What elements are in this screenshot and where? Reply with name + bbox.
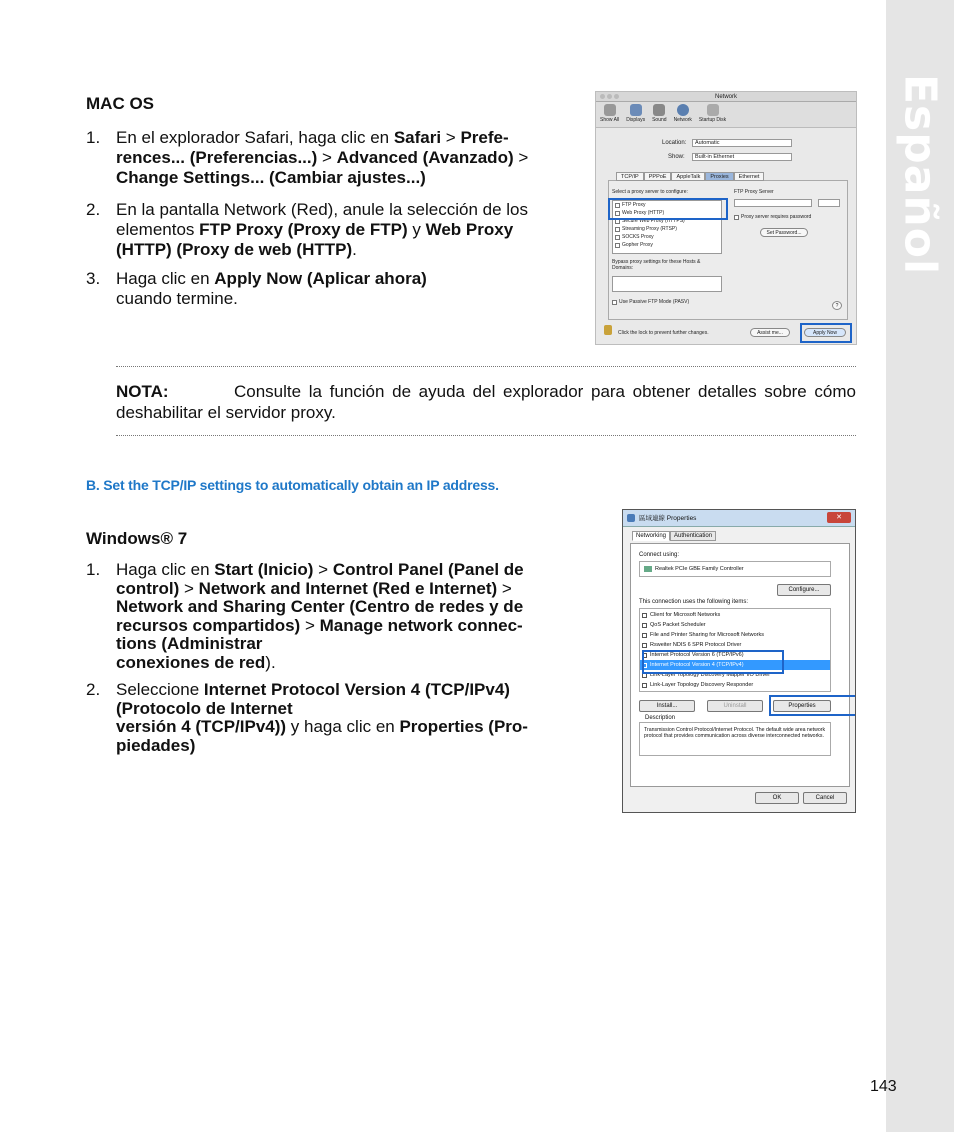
proxy-label: Gopher Proxy xyxy=(622,242,653,248)
install-button[interactable]: Install... xyxy=(639,700,695,712)
item-label: Link-Layer Topology Discovery Mapper I/O Driver xyxy=(650,672,771,678)
tab-authentication[interactable]: Authentication xyxy=(670,531,716,541)
step-bold: Manage network connec- xyxy=(319,615,523,635)
step-text: > xyxy=(313,560,333,579)
highlight-ftp-web-proxy xyxy=(608,198,728,220)
proxy-label: FTP Proxy xyxy=(622,202,646,208)
highlight-apply-now xyxy=(800,323,852,343)
toolbar-label: Show All xyxy=(600,117,620,123)
bypass-label: Bypass proxy settings for these Hosts & Domains: xyxy=(612,259,701,271)
proxy-item-socks[interactable] xyxy=(613,233,721,241)
proxy-label: Streaming Proxy (RTSP) xyxy=(622,226,677,232)
step-bold: conexiones de red xyxy=(116,652,266,672)
step-bold: rences... (Preferencias...) xyxy=(116,148,318,167)
step-bold: tions (Administrar xyxy=(116,634,263,654)
highlight-properties xyxy=(769,695,856,716)
toolbar-show-all[interactable] xyxy=(600,104,619,125)
adapter-box xyxy=(639,561,831,577)
step-bold: Change Settings... (Cambiar ajustes...) xyxy=(116,168,426,187)
uninstall-button[interactable]: Uninstall xyxy=(707,700,763,712)
note-block xyxy=(116,381,856,423)
step-number: 1. xyxy=(86,560,101,579)
step-text: > xyxy=(497,578,512,598)
lock-icon[interactable] xyxy=(604,325,612,335)
items-label: This connection uses the following items: xyxy=(639,599,749,605)
description-box xyxy=(639,722,831,756)
checkbox[interactable] xyxy=(642,683,647,688)
highlight-ipv4-items xyxy=(642,650,784,674)
item-label: Link-Layer Topology Discovery Responder xyxy=(650,682,754,688)
lock-text: Click the lock to prevent further changes. xyxy=(618,330,709,336)
list-item[interactable] xyxy=(640,610,830,620)
step-text: > xyxy=(513,148,529,167)
step-text: Haga clic en xyxy=(116,560,215,579)
step-bold: Control Panel (Panel de xyxy=(332,560,524,579)
tab-pppoe[interactable]: PPPoE xyxy=(644,172,672,181)
set-password-button[interactable]: Set Password... xyxy=(760,228,808,237)
step-number: 2. xyxy=(86,200,101,219)
proxy-label: Secure Web Proxy (HTTPS) xyxy=(622,218,685,224)
checkbox[interactable] xyxy=(734,215,739,220)
step-bold: Web Proxy xyxy=(425,220,514,239)
step-text: ). xyxy=(265,652,276,672)
location-label: Location: xyxy=(662,140,687,146)
mac-network-screenshot xyxy=(595,91,857,345)
close-icon[interactable]: ✕ xyxy=(827,512,851,523)
description-text: Transmission Control Protocol/Internet Protocol. The default wide area network protocol that provides communication across diverse interconnected networks. xyxy=(644,727,826,739)
show-select[interactable]: Built-in Ethernet xyxy=(692,153,792,161)
mac-step-3 xyxy=(86,269,586,311)
step-number: 3. xyxy=(86,269,101,288)
tab-networking[interactable]: Networking xyxy=(632,531,670,541)
adapter-name: Realtek PCIe GBE Family Controller xyxy=(655,566,744,572)
tab-appletalk[interactable]: AppleTalk xyxy=(671,172,705,181)
toolbar-label: Sound xyxy=(652,117,667,123)
toolbar-sound[interactable] xyxy=(652,104,666,125)
checkbox[interactable] xyxy=(615,227,620,232)
step-text: En la pantalla Network (Red), anule la selección de los xyxy=(116,200,529,219)
step-text: > xyxy=(441,128,461,147)
toolbar-displays[interactable] xyxy=(626,104,645,125)
note-label: NOTA: xyxy=(116,382,169,401)
win-tab-bar xyxy=(632,531,716,541)
mac-titlebar xyxy=(596,92,856,102)
select-proxy-label: Select a proxy server to configure: xyxy=(612,189,688,195)
list-item[interactable] xyxy=(640,630,830,640)
step-text: > xyxy=(317,148,337,167)
step-bold: Safari xyxy=(393,128,442,147)
tab-ethernet[interactable]: Ethernet xyxy=(734,172,765,181)
item-label: Internet Protocol Version 6 (TCP/IPv6) xyxy=(650,652,744,658)
checkbox[interactable] xyxy=(642,633,647,638)
item-label: QoS Packet Scheduler xyxy=(650,622,706,628)
step-bold: Network and Internet (Red e Internet) xyxy=(198,578,498,598)
step-text: En el explorador Safari, haga clic en xyxy=(116,128,394,147)
checkbox[interactable] xyxy=(615,243,620,248)
checkbox[interactable] xyxy=(642,643,647,648)
step-bold: Advanced (Avanzado) xyxy=(336,148,514,167)
step-text: > xyxy=(300,615,320,635)
mac-heading: MAC OS xyxy=(86,94,154,113)
section-b-heading: B. Set the TCP/IP settings to automatically obtain an IP address. xyxy=(86,477,499,493)
step-bold: (HTTP) (Proxy de web (HTTP) xyxy=(116,240,353,259)
mac-step-2 xyxy=(86,200,586,262)
item-label: File and Printer Sharing for Microsoft Networks xyxy=(650,632,765,638)
speaker-icon xyxy=(653,104,665,116)
windows-step-2 xyxy=(86,681,586,761)
step-bold: recursos compartidos) xyxy=(116,615,301,635)
connect-using-label: Connect using: xyxy=(639,552,680,558)
step-bold: Start (Inicio) xyxy=(214,560,314,579)
proxy-item-gopher[interactable] xyxy=(613,241,721,249)
tab-tcpip[interactable]: TCP/IP xyxy=(616,172,644,181)
step-text: Haga clic en xyxy=(116,269,215,288)
toolbar-label: Startup Disk xyxy=(698,117,727,123)
mac-toolbar xyxy=(596,102,856,128)
win-titlebar xyxy=(623,510,855,527)
checkbox[interactable] xyxy=(612,300,617,305)
note-divider-top xyxy=(116,366,856,367)
toolbar-label: Network xyxy=(673,117,692,123)
windows-step-1 xyxy=(86,561,586,675)
step-bold: Network and Sharing Center (Centro de redes y de xyxy=(116,597,524,617)
show-all-icon xyxy=(604,104,616,116)
assist-me-button[interactable]: Assist me... xyxy=(750,328,790,337)
tab-proxies[interactable]: Proxies xyxy=(705,172,733,181)
ftp-server-label: FTP Proxy Server xyxy=(734,189,774,195)
windows-heading: Windows® 7 xyxy=(86,529,188,548)
step-bold: control) xyxy=(116,578,180,598)
item-label: Rsweiter NDIS 6 SPR Protocol Driver xyxy=(650,642,742,648)
properties-button[interactable]: Properties xyxy=(773,700,831,712)
disk-icon xyxy=(707,104,719,116)
page-number: 143 xyxy=(870,1078,897,1095)
bypass-hosts-input[interactable] xyxy=(612,276,722,292)
list-item[interactable] xyxy=(640,680,830,690)
language-label: Español xyxy=(894,74,946,276)
mac-window-title: Network xyxy=(714,94,737,100)
apply-now-button[interactable]: Apply Now xyxy=(804,328,846,337)
proxy-item-streaming[interactable] xyxy=(613,225,721,233)
password-required-option[interactable] xyxy=(734,214,811,220)
checkbox[interactable] xyxy=(615,235,620,240)
step-bold: FTP Proxy (Proxy de FTP) xyxy=(199,220,408,239)
step-text: > xyxy=(179,578,199,598)
checkbox[interactable] xyxy=(642,613,647,618)
step-bold: Apply Now (Aplicar ahora) xyxy=(214,269,427,288)
list-item[interactable] xyxy=(640,640,830,650)
ok-button[interactable]: OK xyxy=(755,792,799,804)
option-label: Use Passive FTP Mode (PASV) xyxy=(619,299,690,305)
mac-tab-bar xyxy=(616,172,764,181)
mac-step-1 xyxy=(86,128,586,190)
list-item[interactable] xyxy=(640,620,830,630)
proxy-label: Web Proxy (HTTP) xyxy=(622,210,665,216)
ftp-port-input[interactable] xyxy=(818,199,840,207)
display-icon xyxy=(630,104,642,116)
toolbar-label: Displays xyxy=(626,117,646,123)
checkbox[interactable] xyxy=(642,623,647,628)
step-text: elementos xyxy=(116,220,200,239)
step-bold: Prefe- xyxy=(460,128,509,147)
step-bold: piedades) xyxy=(116,735,196,755)
step-bold: versión 4 (TCP/IPv4)) xyxy=(116,717,287,737)
window-controls xyxy=(600,94,619,99)
globe-icon xyxy=(677,104,689,116)
note-text: Consulte la función de ayuda del explorador para obtener detalles sobre cómo deshabilitar el servidor proxy. xyxy=(116,382,856,422)
language-side-tab xyxy=(886,0,954,1132)
step-text: Seleccione xyxy=(116,680,204,699)
item-label: Internet Protocol Version 4 (TCP/IPv4) xyxy=(650,662,744,668)
step-text: y haga clic en xyxy=(286,717,400,737)
toolbar-startup-disk[interactable] xyxy=(699,104,726,125)
step-text: . xyxy=(352,240,357,259)
proxy-label: SOCKS Proxy xyxy=(622,234,654,240)
help-button[interactable]: ? xyxy=(832,301,842,310)
step-bold: Internet Protocol Version 4 (TCP/IPv4) xyxy=(203,680,510,699)
option-label: Proxy server requires password xyxy=(741,214,812,220)
step-text: y xyxy=(407,220,426,239)
adapter-icon xyxy=(644,566,652,572)
note-divider-bottom xyxy=(116,435,856,436)
show-label: Show: xyxy=(668,154,685,160)
network-icon xyxy=(627,514,635,522)
passive-ftp-option[interactable] xyxy=(612,299,689,305)
step-text: cuando termine. xyxy=(116,289,238,308)
windows-properties-screenshot xyxy=(622,509,856,813)
cancel-button[interactable]: Cancel xyxy=(803,792,847,804)
ftp-server-input[interactable] xyxy=(734,199,812,207)
configure-button[interactable]: Configure... xyxy=(777,584,831,596)
item-label: Client for Microsoft Networks xyxy=(650,612,721,618)
location-select[interactable]: Automatic xyxy=(692,139,792,147)
step-bold: (Protocolo de Internet xyxy=(116,698,293,718)
description-label: Description xyxy=(645,715,676,721)
toolbar-network[interactable] xyxy=(674,104,692,125)
step-number: 2. xyxy=(86,680,101,699)
step-bold: Properties (Pro- xyxy=(399,717,528,737)
step-number: 1. xyxy=(86,128,101,147)
win-window-title: 區域連線 Properties xyxy=(639,515,697,522)
